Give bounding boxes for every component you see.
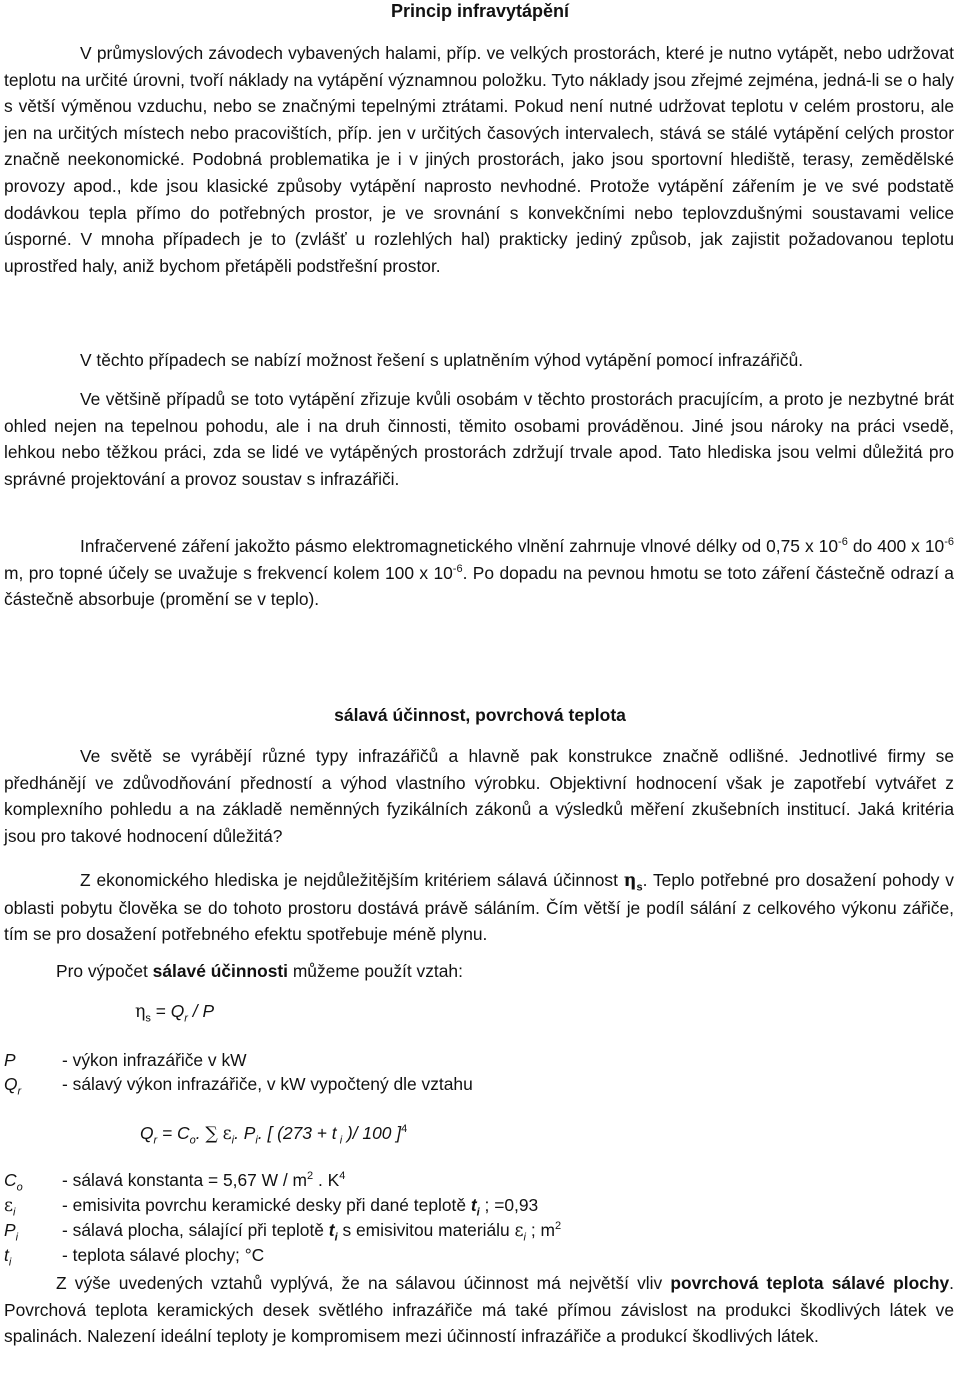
document-title: Princip infravytápění (390, 1, 570, 21)
paragraph-formula-intro: Pro výpočet sálavé účinnosti můžeme použít vztah: (56, 961, 463, 981)
paragraph-infra-solution: V těchto případech se nabízí možnost řešení s uplatněním výhod vytápění pomocí infrazářičů. (80, 350, 804, 370)
formula-radiant-efficiency: $\eta_s = Q_r / P$ (135, 1001, 215, 1025)
document-page: Princip infravytápění V průmyslových závodech vybavených halami, příp. ve velkých prostorách, které je nutno vytápět, nebo udržovat teplotu na určité úrovni, tvoří náklady na vytápění významnou položku. Tyto náklady jsou zřejmé zejména, jedná-li se o haly s větší výměnou vzduchu, nebo se značnými tepelnými ztrátami. Pokud není nutné udržovat teplotu v celém prostoru, ale jen na určitých místech nebo pracovištích, příp. jen v určitých časových intervalech, stává se stálé vytápění celých prostor značně neekonomické. Podobná problematika je i v jiných prostorách, jako jsou sportovní hlediště, terasy, zemědělské provozy apod., kde jsou klasické způsoby vytápění naprosto nevhodné. Protože vytápění zářením je ve své podstatě dodávkou tepla přímo do potřebných prostor, je ve srovnání s konvekčními nebo teplovzdušnými soustavami velice úsporné. V mnoha případech je to (zvlášť u rozlehlých hal) prakticky jediný způsob, jak zajistit požadovanou teplotu uprostřed haly, aniž bychom přetápěli podstřešní prostor. V těchto případech se nabízí možnost řešení s uplatněním výhod vytápění pomocí infrazářičů. Ve většině případů se toto vytápění zřizuje kvůli osobám v těchto prostorách pracujícím, a proto je nezbytné brát ohled nejen na tepelnou pohodu, ale i na druh činnosti, těmito osobami prováděnou. Jiné jsou nároky na práci vsedě, lehkou nebo těžkou práci, zda se lidé ve vytápěných prostorách zdržují trvale apod. Tato hlediska jsou velmi důležitá pro správné projektování a provoz soustav s infrazářiči. Infračervené záření jakožto pásmo elektromagnetického vlnění zahrnuje vlnové délky od 0,75 x $10^{-6}$ do 400 x $10^{-6}$ m, pro topné účely se uvažuje s frekvencí kolem 100 x $10^{-6}$. Po dopadu na pevnou hmotu se toto záření částečně odrazí a částečně absorbuje (promění se v teplo). sálavá účinnost, povrchová teplota Ve světě se vyrábějí různé typy infrazářičů a hlavně pak konstrukce značně odlišné. Jednotlivé firmy se předhánějí ve zdůvodňování předností a výhod vlastního výrobku. Objektivní hodnocení však je zapotřebí vytvářet z komplexního pohledu a na základě neměnných fyzikálních zákonů a výsledků měření zkušebních institucí. Jaká kritéria jsou pro takové hodnocení důležitá? Z ekonomického hlediska je nejdůležitějším kritériem sálavá účinnost $\eta_s$. Teplo potřebné pro dosažení pohody v oblasti pobytu člověka se do tohoto prostoru dostává právě sáláním. Čím větší je podíl sálání z celkového výkonu zářiče, tím se pro dosažení potřebného efektu spotřebuje méně plynu. Pro výpočet sálavé účinnosti můžeme použít vztah: $\eta_s = Q_r / P$ P - výkon infrazářiče v kW $Q_r$ - sálavý výkon infrazářiče, v kW vypočtený dle vztahu $Q_r = C_o$. ∑ $\varepsilon_i$. $P_i$. [ (273 + t $_i$ )/ 100 ]$^4$ $C_o$ - sálavá konstanta = 5,67 W / $m^2$ . $K^4$ $\varepsilon_i$ - emisivita povrchu keramické desky při dané teplotě $t_i$ ; =0,93 $P_i$ - sálavá plocha, sálající při teplotě $t_i$ s emisivitou materiálu $\varepsilon_i$ ; $m^2$ $t_i$ - teplota sálavé plochy; °C Z výše uvedených vztahů vyplývá, že na sálavou účinnost má největší vliv povrchová teplota sálavé plochy. Povrchová teplota keramických desek světlého infrazářiče má také přímou závislost na produkci škodlivých látek ve spalinách. Nalezení ideální teploty je kompromisem mezi účinností infrazářiče a produkcí škodlivých látek. (0, 0, 960, 1375)
paragraph-surface-temperature: Z výše uvedených vztahů vyplývá, že na sálavou účinnost má největší vliv povrchová teplota sálavé plochy. Povrchová teplota keramických desek světlého infrazářiče má také přímou závislost na produkci škodlivých látek ve spalinách. Nalezení ideální teploty je kompromisem mezi účinností infrazářiče a produkcí škodlivých látek. (4, 1273, 955, 1347)
paragraph-persons: Ve většině případů se toto vytápění zřizuje kvůli osobám v těchto prostorách pracujícím, a proto je nezbytné brát ohled nejen na tepelnou pohodu, ale i na druh činnosti, těmito osobami prováděnou. Jiné jsou nároky na práci vsedě, lehkou nebo těžkou práci, zda se lidé ve vytápěných prostorách zdržují trvale apod. Tato hlediska jsou velmi důležitá pro správné projektování a provoz soustav s infrazářiči. (4, 389, 954, 489)
section-heading: sálavá účinnost, povrchová teplota (334, 705, 626, 725)
paragraph-intro: V průmyslových závodech vybavených halami, příp. ve velkých prostorách, které je nutno vytápět, nebo udržovat teplotu na určité úrovni, tvoří náklady na vytápění významnou položku. Tyto náklady jsou zřejmé zejména, jedná-li se o haly s větší výměnou vzduchu, nebo se značnými tepelnými ztrátami. Pokud není nutné udržovat teplotu v celém prostoru, ale jen na určitých místech nebo pracovištích, příp. jen v určitých časových intervalech, stává se stálé vytápění celých prostor značně neekonomické. Podobná problematika je i v jiných prostorách, jako jsou sportovní hlediště, terasy, zemědělské provozy apod., kde jsou klasické způsoby vytápění naprosto nevhodné. Protože vytápění zářením je ve své podstatě dodávkou tepla přímo do potřebných prostor, je ve srovnání s konvekčními nebo teplovzdušnými soustavami velice úsporné. V mnoha případech je to (zvlášť u rozlehlých hal) prakticky jediný způsob, jak zajistit požadovanou teplotu uprostřed haly, aniž bychom přetápěli podstřešní prostor. (4, 43, 954, 276)
formula-radiant-power: $Q_r = C_o$. ∑ $\varepsilon_i$. $P_i$. [ (273 + t $_i$ )/ 100 ]$^4$ (140, 1123, 408, 1147)
paragraph-manufacturers: Ve světě se vyrábějí různé typy infrazářičů a hlavně pak konstrukce značně odlišné. Jednotlivé firmy se předhánějí ve zdůvodňování předností a výhod vlastního výrobku. Objektivní hodnocení však je zapotřebí vytvářet z komplexního pohledu a na základě neměnných fyzikálních zákonů a výsledků měření zkušebních institucí. Jaká kritéria jsou pro takové hodnocení důležitá? (4, 746, 954, 846)
paragraph-radiant-efficiency: Z ekonomického hlediska je nejdůležitějším kritériem sálavá účinnost $\eta_s$. Teplo potřebné pro dosažení pohody v oblasti pobytu člověka se do tohoto prostoru dostává právě sáláním. Čím větší je podíl sálání z celkového výkonu zářiče, tím se pro dosažení potřebného efektu spotřebuje méně plynu. (4, 870, 955, 945)
paragraph-infrared-definition: Infračervené záření jakožto pásmo elektromagnetického vlnění zahrnuje vlnové délky od 0,75 x $10^{-6}$ do 400 x $10^{-6}$ m, pro topné účely se uvažuje s frekvencí kolem 100 x $10^{-6}$. Po dopadu na pevnou hmotu se toto záření částečně odrazí a částečně absorbuje (promění se v teplo). (4, 536, 955, 610)
